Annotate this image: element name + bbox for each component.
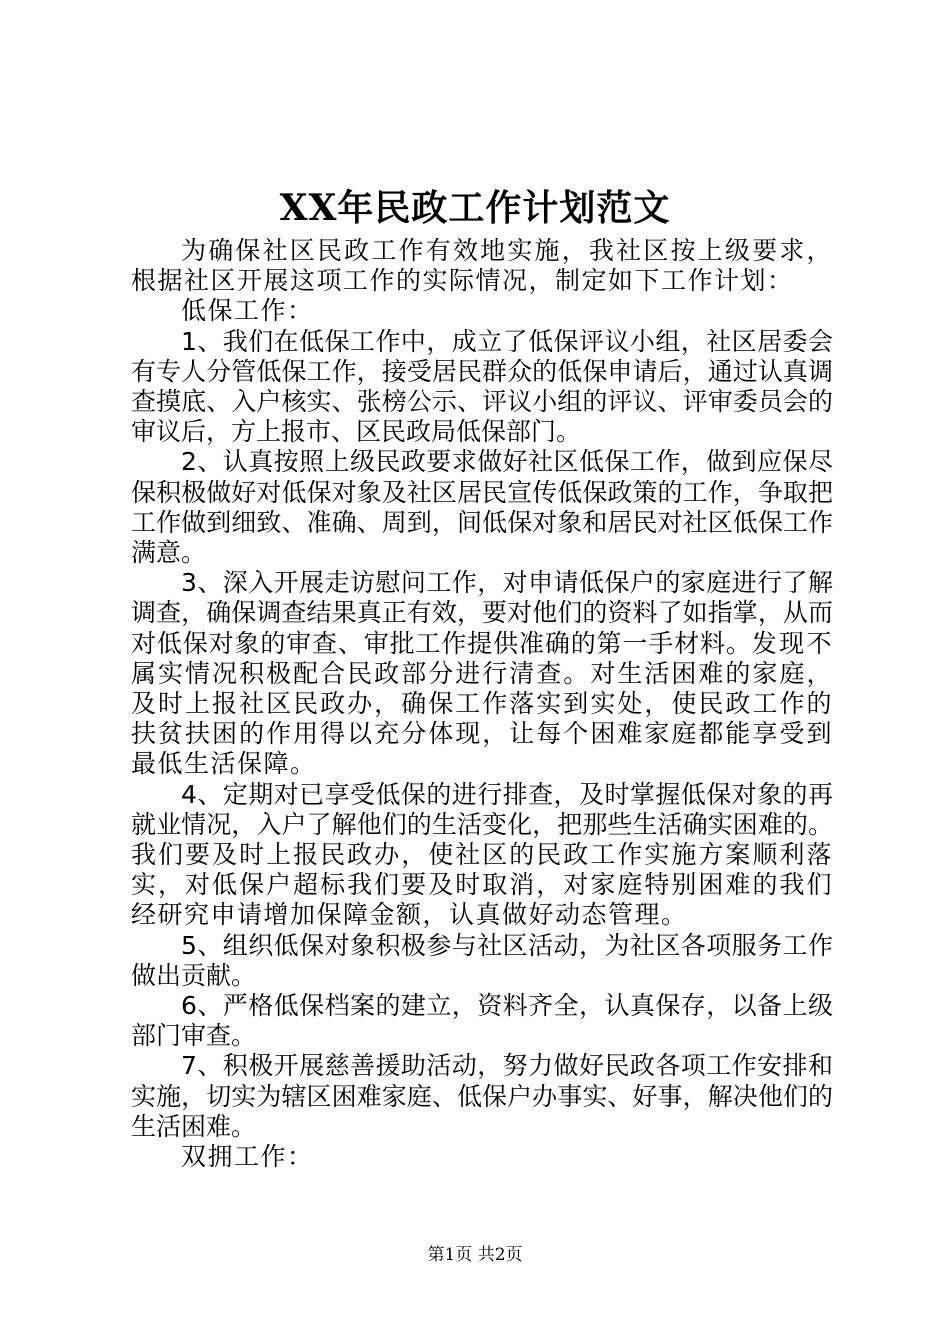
list-item-6: 6、严格低保档案的建立，资料齐全，认真保存，以备上级部门审查。 — [131, 991, 833, 1051]
list-item-4-tail: 我们要及时上报民政办，使社区的民政工作实施方案顺利落实，对低保户超标我们要及时取消，对家庭特别困难的我们经研究申请增加保障金额，认真做好动态管理。 — [131, 840, 833, 930]
list-item-1: 1、我们在低保工作中，成立了低保评议小组，社区居委会有专人分管低保工作，接受居民群众的低保申请后，通过认真调查摸底、入户核实、张榜公示、评议小组的评议、评审委员会的审议后，方上报市、区民政局低保部门。 — [131, 326, 833, 447]
list-item-5: 5、组织低保对象积极参与社区活动，为社区各项服务工作做出贡献。 — [131, 930, 833, 990]
list-item-3-lead: 3、深入开展走访慰问工作，对申请低保户的家庭进行了解调查，确保调查结果真正有效，要对他们的资料了如指掌，从而对低保对象的审查、审批工作提供准确的第一手材料。 — [131, 568, 833, 658]
intro-paragraph: 为确保社区民政工作有效地实施，我社区按上级要求，根据社区开展这项工作的实际情况，制定如下工作计划： — [131, 236, 833, 296]
document-body — [131, 236, 833, 1172]
section-heading-low-income: 低保工作： — [181, 296, 314, 326]
list-item-3-tail: 发现不属实情况积极配合民政部分进行清查。对生活困难的家庭，及时上报社区民政办，确保工作落实到实处，使民政工作的扶贫扶困的作用得以充分体现，让每个困难家庭都能享受到最低生活保障。 — [131, 628, 833, 779]
list-item-4-lead: 4、定期对已享受低保的进行排查，及时掌握低保对象的再就业情况，入户了解他们的生活变化，把那些生活确实困难的。 — [131, 779, 833, 839]
page-footer: 第1页 共2页 — [427, 1245, 523, 1265]
list-item-4 — [131, 780, 833, 931]
list-item-2: 2、认真按照上级民政要求做好社区低保工作，做到应保尽保积极做好对低保对象及社区居民宣传低保政策的工作，争取把工作做到细致、准确、周到，间低保对象和居民对社区低保工作满意。 — [131, 447, 833, 568]
list-item-7: 7、积极开展慈善援助活动，努力做好民政各项工作安排和实施，切实为辖区困难家庭、低保户办事实、好事，解决他们的生活困难。 — [131, 1051, 833, 1141]
document-title: XX年民政工作计划范文 — [279, 187, 671, 229]
list-item-3 — [131, 568, 833, 779]
section-heading-double-support: 双拥工作： — [181, 1142, 314, 1172]
